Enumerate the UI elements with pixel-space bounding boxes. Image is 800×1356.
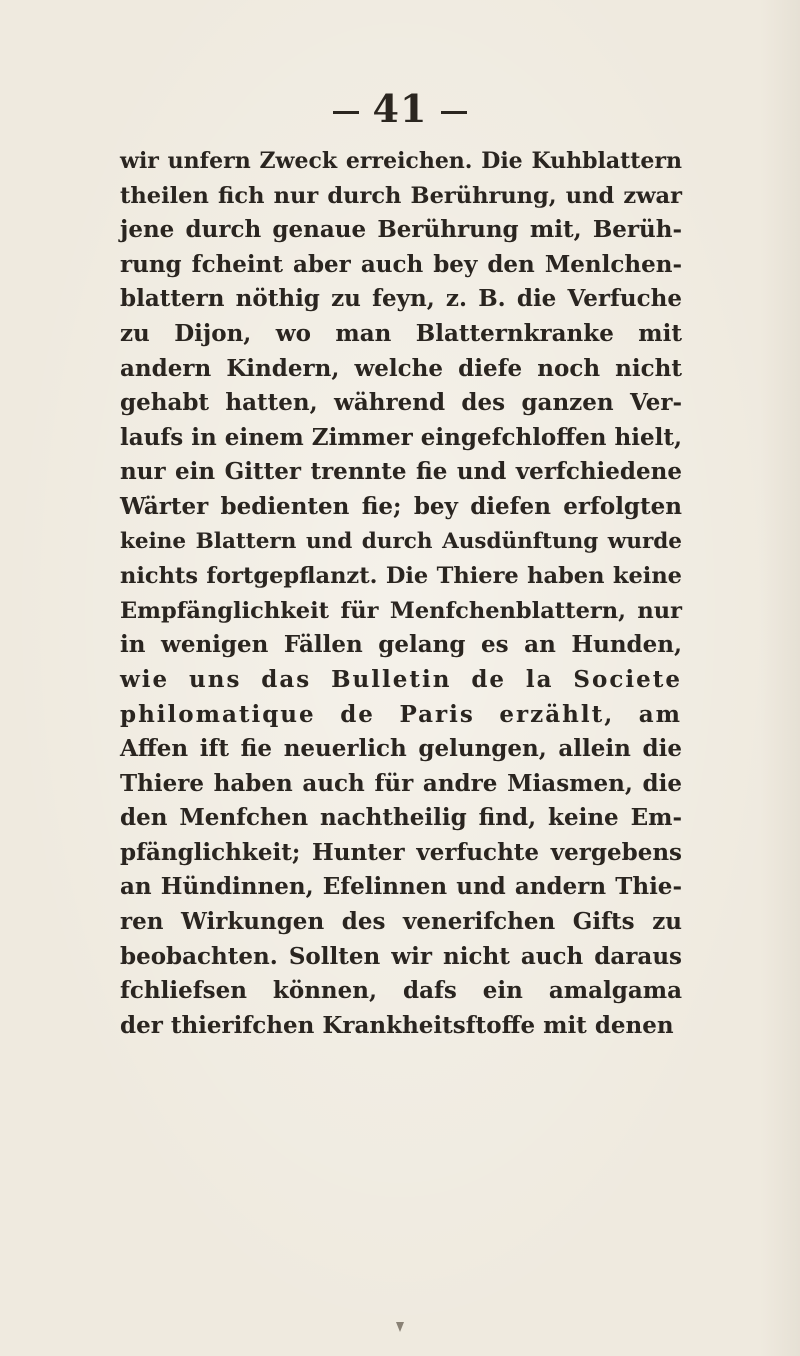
text-line: andern Kindern, welche diefe noch nicht	[120, 354, 682, 382]
text-line: der thierifchen Krankheitsftoffe mit denen	[120, 1011, 674, 1039]
text-line: den Menfchen nachtheilig find, keine Em-	[120, 804, 682, 832]
page-edge-shadow	[760, 0, 800, 1356]
text-line: laufs in einem Zimmer eingefchloffen hielt,	[120, 423, 682, 451]
text-line: jene durch genaue Berührung mit, Berüh-	[120, 216, 682, 244]
text-line: keine Blattern und durch Ausdünftung wurde	[120, 528, 682, 554]
text-line: Wärter bedienten fie; bey diefen erfolgten	[120, 492, 682, 520]
text-line: Thiere haben auch für andre Miasmen, die	[120, 769, 682, 797]
text-line: nichts fortgepflanzt. Die Thiere haben keine	[120, 563, 682, 590]
text-line: fchliefsen können, dafs ein amalgama	[120, 977, 682, 1005]
text-line: Empfänglichkeit für Menfchenblattern, nur	[120, 597, 682, 624]
page-number-header	[0, 86, 800, 131]
text-line: rung fcheint aber auch bey den Menlchen-	[120, 250, 682, 278]
text-line: philomatique de Paris erzählt, am	[120, 700, 682, 728]
text-line: in wenigen Fällen gelang es an Hunden,	[120, 631, 682, 659]
text-line: wie uns das Bulletin de la Societe	[120, 665, 682, 693]
body-text	[120, 144, 682, 1043]
text-line: zu Dijon, wo man Blatternkranke mit	[120, 319, 682, 347]
signature-mark	[396, 1322, 404, 1332]
text-line: theilen fich nur durch Berührung, und zwar	[120, 182, 682, 209]
text-line: Affen ift fie neuerlich gelungen, allein die	[120, 735, 682, 763]
text-line: an Hündinnen, Efelinnen und andern Thie-	[120, 873, 682, 901]
header-dash-right	[441, 111, 467, 114]
text-line: wir unfern Zweck erreichen. Die Kuhblattern	[120, 148, 682, 174]
text-line: ren Wirkungen des venerifchen Gifts zu	[120, 908, 682, 936]
page-number: 41	[372, 86, 428, 131]
text-line: blattern nöthig zu feyn, z. B. die Verfuche	[120, 285, 682, 313]
header-dash-left	[333, 111, 359, 114]
text-line: gehabt hatten, während des ganzen Ver-	[120, 389, 682, 417]
text-line: beobachten. Sollten wir nicht auch daraus	[120, 942, 682, 970]
text-line: nur ein Gitter trennte fie und verfchiedene	[120, 458, 682, 486]
text-line: pfänglichkeit; Hunter verfuchte vergebens	[120, 838, 682, 866]
